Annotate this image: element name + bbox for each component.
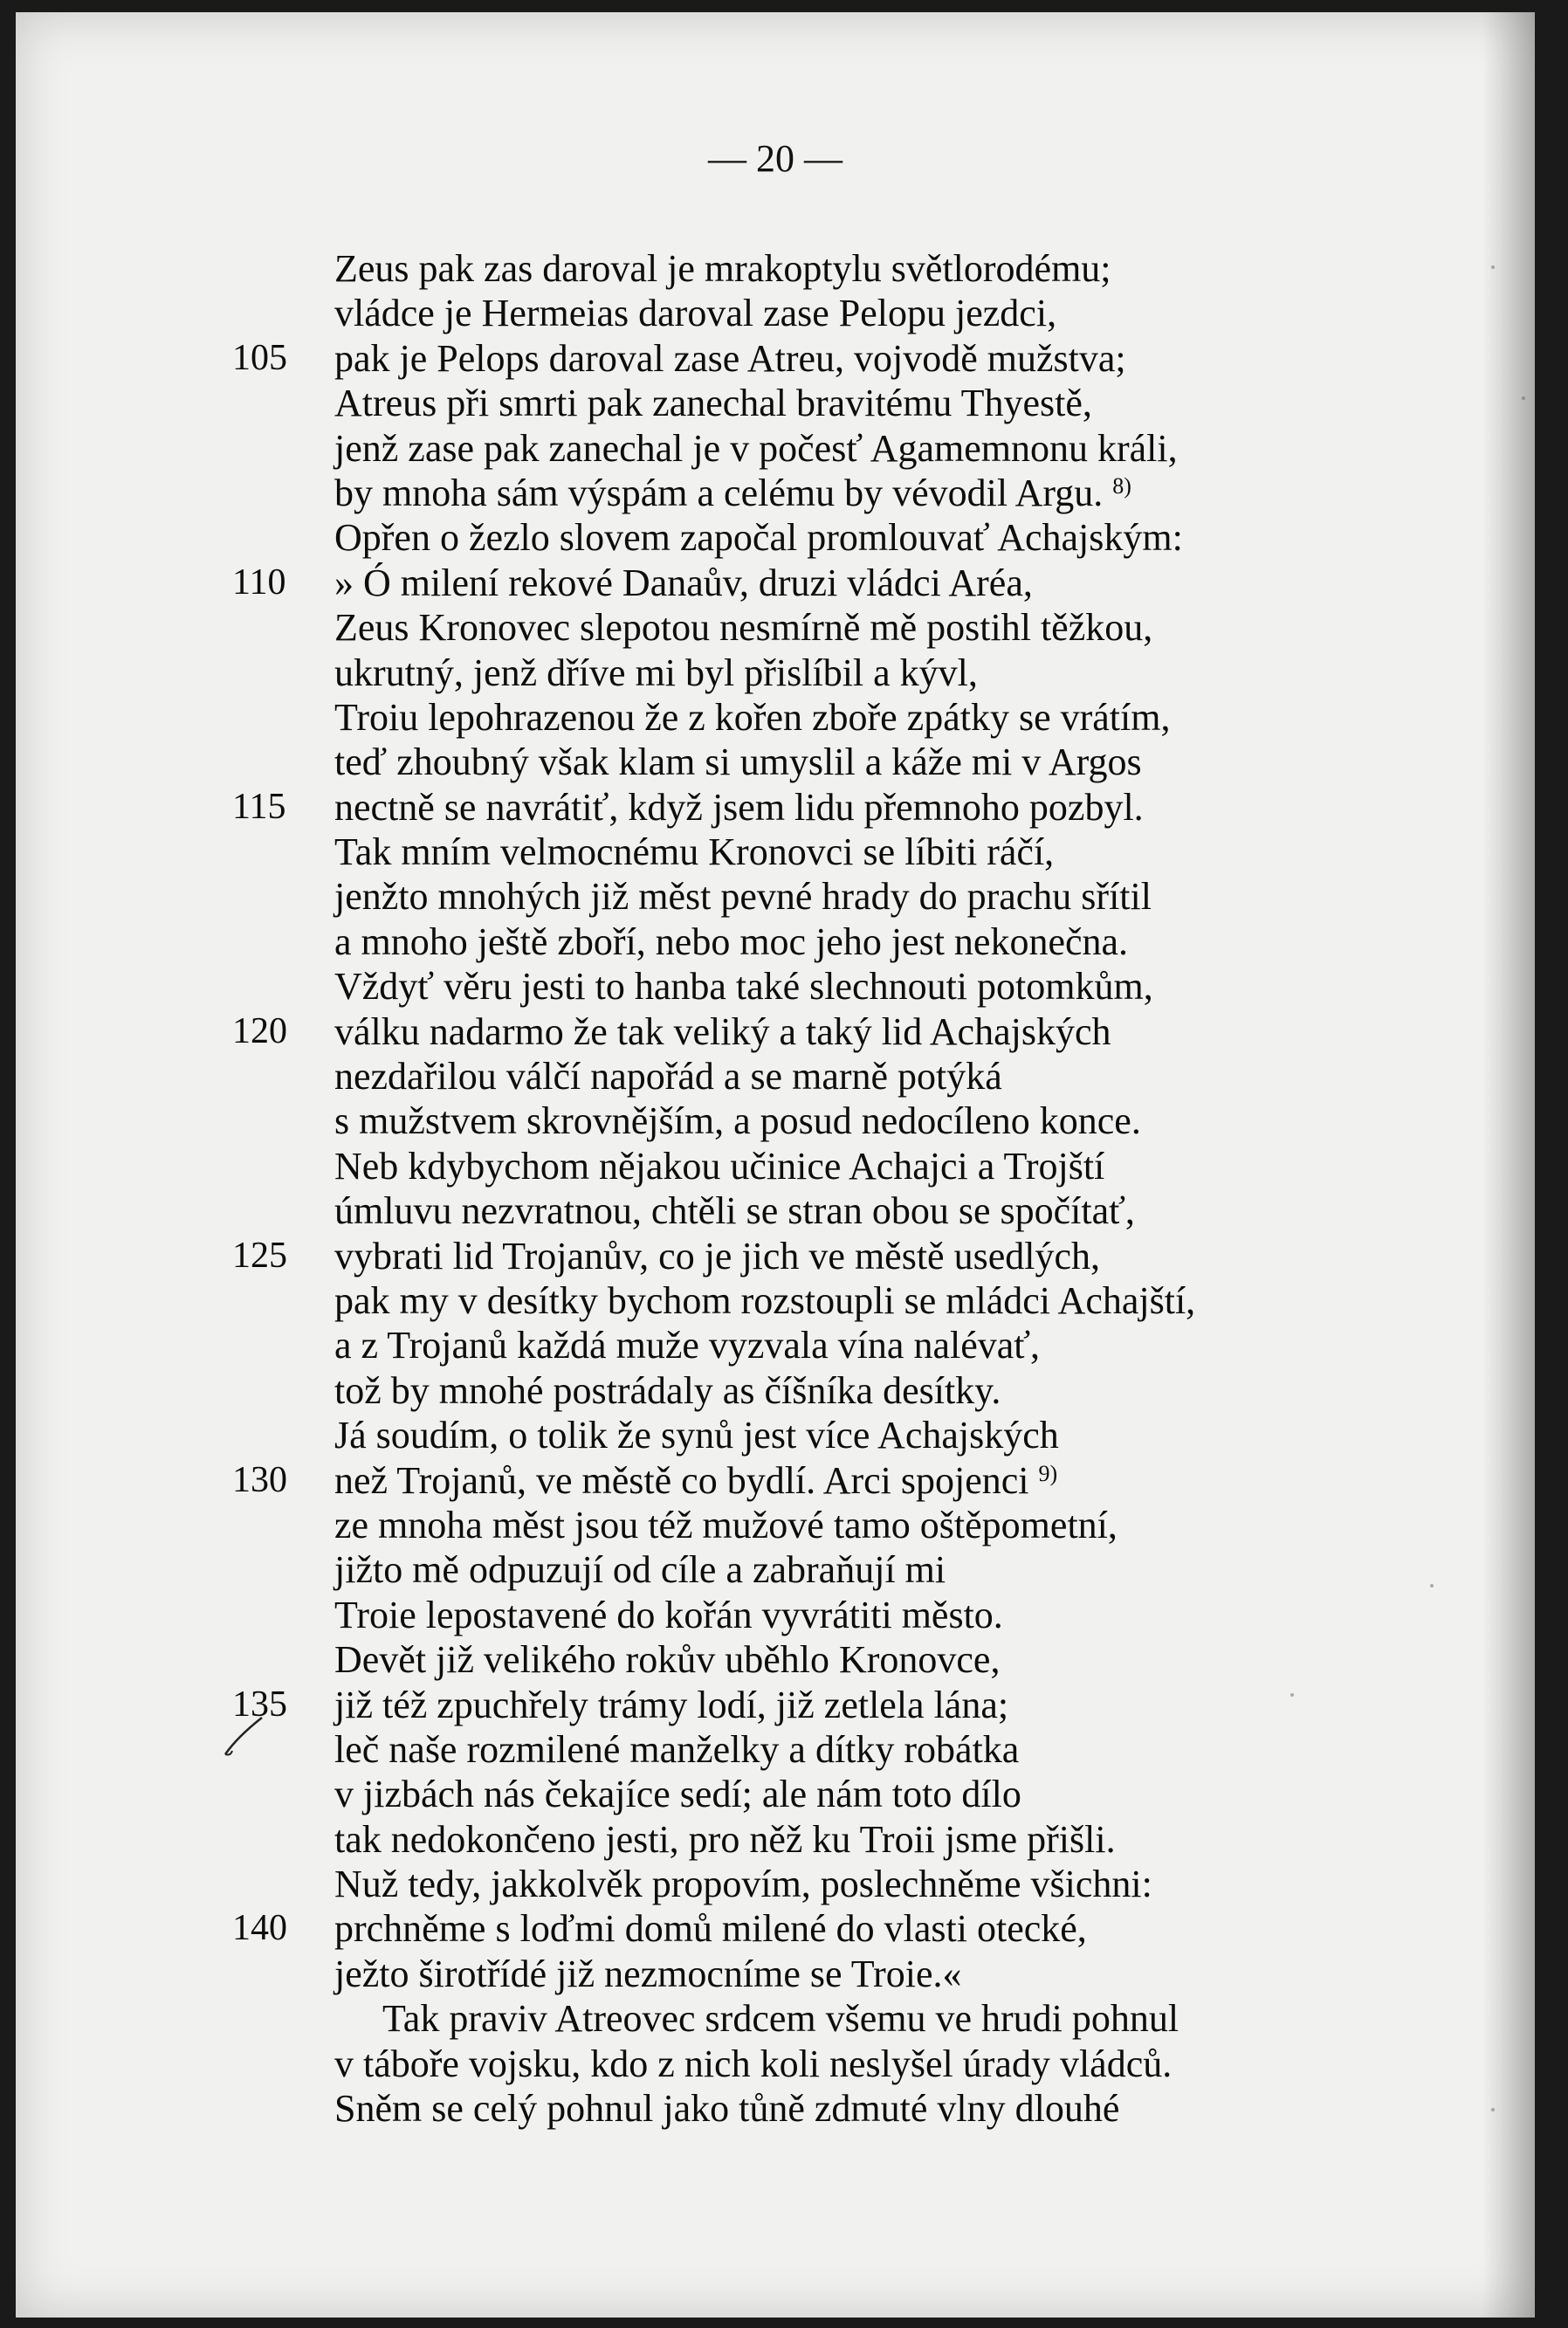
verse-line <box>16 291 1535 335</box>
verse-text-line <box>334 1906 1087 1951</box>
verse-words: již též zpuchřely trámy lodí, již zetlela lána; <box>334 1683 1009 1726</box>
verse-words: Troiu lepohrazenou že z kořen zboře zpátky se vrátím, <box>334 695 1171 739</box>
verse-text-line <box>334 605 1152 650</box>
verse-line <box>16 426 1535 471</box>
verse-words: úmluvu nezvratnou, chtěli se stran obou se spočítať, <box>334 1189 1135 1233</box>
verse-text-line <box>334 1054 1002 1099</box>
verse-text-line <box>334 515 1183 560</box>
verse-text-line <box>334 740 1142 784</box>
verse-line <box>16 919 1535 964</box>
verse-words: Neb kdybychom nějakou učinice Achajci a Trojští <box>334 1144 1105 1188</box>
verse-text-line <box>334 1772 1021 1816</box>
verse-text-line <box>334 1413 1059 1457</box>
verse-words: Zeus pak zas daroval je mrakoptylu světlorodému; <box>334 247 1111 290</box>
verse-text-line <box>334 1458 1057 1503</box>
verse-text-line <box>334 1503 1118 1547</box>
verse-words: Vždyť věru jesti to hanba také slechnouti potomkům, <box>334 965 1153 1009</box>
verse-line <box>16 246 1535 291</box>
verse-words: jižto mě odpuzují od cíle a zabraňují mi <box>334 1548 946 1592</box>
line-number: 115 <box>232 786 286 827</box>
verse-text-line <box>334 1683 1008 1727</box>
verse-words: jenž zase pak zanechal je v počesť Agamemnonu králi, <box>334 426 1178 470</box>
verse-line <box>16 1503 1535 1547</box>
verse-words: v jizbách nás čekajíce sedí; ale nám toto dílo <box>334 1773 1021 1816</box>
verse-text-line <box>334 1144 1104 1188</box>
verse-words: » Ó milení rekové Danaův, druzi vládci Aréa, <box>334 561 1033 604</box>
verse-words: tož by mnohé postrádaly as číšníka desítky. <box>334 1368 1001 1412</box>
verse-line <box>16 695 1535 740</box>
verse-line <box>16 1593 1535 1637</box>
verse-line <box>16 1637 1535 1682</box>
line-number: 110 <box>232 561 286 603</box>
verse-line <box>16 785 1535 830</box>
verse-line <box>16 1952 1535 1996</box>
verse-line <box>16 381 1535 425</box>
verse-line <box>16 1458 1535 1503</box>
verse-text-line <box>334 874 1152 919</box>
verse-words: a mnoho ještě zboří, nebo moc jeho jest nekonečna. <box>334 919 1129 963</box>
verse-words: prchněme s loďmi domů milené do vlasti otecké, <box>334 1907 1087 1951</box>
verse-line <box>16 1996 1535 2041</box>
verse-text-line <box>334 919 1128 964</box>
verse-line <box>16 561 1535 605</box>
verse-text-line <box>334 695 1170 740</box>
verse-line <box>16 336 1535 381</box>
verse-line <box>16 1862 1535 1906</box>
book-page <box>16 12 1535 2318</box>
verse-text-line <box>334 651 978 695</box>
verse-words: ze mnoha měst jsou též mužové tamo oštěpometní, <box>334 1503 1118 1546</box>
verse-words: pak my v desítky bychom rozstoupli se mládci Achajští, <box>334 1278 1196 1322</box>
verse-words: Nuž tedy, jakkolvěk propovím, poslechněme všichni: <box>334 1863 1152 1906</box>
verse-line <box>16 651 1535 695</box>
verse-words: válku nadarmo že tak veliký a taký lid Achajských <box>334 1009 1111 1053</box>
verse-text-line <box>334 1817 1116 1862</box>
verse-text-line <box>334 561 1033 605</box>
line-number: 105 <box>232 337 287 378</box>
verse-words: tak nedokončeno jesti, pro něž ku Troii jsme přišli. <box>334 1817 1116 1861</box>
verse-text-line <box>382 1996 1179 2041</box>
verse-line <box>16 1144 1535 1188</box>
verse-line <box>16 515 1535 560</box>
verse-line <box>16 1009 1535 1054</box>
verse-words: Opřen o žezlo slovem započal promlouvať Achajským: <box>334 516 1183 560</box>
verse-words: Sněm se celý pohnul jako tůně zdmuté vlny dlouhé <box>334 2087 1120 2131</box>
verse-text-line <box>334 1099 1141 1143</box>
verse-text-line <box>334 1009 1111 1054</box>
verse-text-line <box>334 830 1054 874</box>
page-number: — 20 — <box>708 137 842 180</box>
verse-text <box>16 246 1535 2131</box>
verse-words: vládce je Hermeias daroval zase Pelopu jezdci, <box>334 292 1057 335</box>
verse-words: pak je Pelops daroval zase Atreu, vojvodě mužstva; <box>334 336 1126 380</box>
verse-line <box>16 964 1535 1009</box>
verse-words: nezdařilou válčí napořád a se marně potýká <box>334 1055 1002 1099</box>
verse-text-line <box>334 1188 1135 1233</box>
verse-text-line <box>334 1862 1152 1906</box>
verse-text-line <box>334 381 1092 425</box>
verse-text-line <box>334 471 1131 515</box>
verse-words: Tak mním velmocnému Kronovci se líbiti ráčí, <box>334 830 1055 874</box>
verse-line <box>16 1323 1535 1367</box>
verse-words: Atreus při smrti pak zanechal bravitému Thyestě, <box>334 382 1092 425</box>
verse-line <box>16 874 1535 919</box>
verse-text-line <box>334 2042 1172 2086</box>
verse-line <box>16 471 1535 515</box>
verse-text-line <box>334 1637 1000 1682</box>
verse-words: a z Trojanů každá muže vyzvala vína nalévať, <box>334 1324 1041 1367</box>
verse-line <box>16 1547 1535 1592</box>
verse-words: Já soudím, o tolik že synů jest více Achajských <box>334 1414 1059 1457</box>
verse-line <box>16 1727 1535 1772</box>
verse-text-line <box>334 1368 1001 1413</box>
verse-text-line <box>334 785 1144 830</box>
verse-line <box>16 1278 1535 1323</box>
footnote-marker: 9) <box>1038 1460 1058 1486</box>
verse-line <box>16 1413 1535 1457</box>
line-number: 135 <box>232 1684 287 1725</box>
verse-words: jenžto mnohých již měst pevné hrady do prachu sřítil <box>334 875 1152 919</box>
verse-words: než Trojanů, ve městě co bydlí. Arci spojenci <box>334 1458 1029 1502</box>
footnote-marker: 8) <box>1112 472 1131 499</box>
verse-words: Devět již velikého rokův uběhlo Kronovce, <box>334 1638 1001 1682</box>
verse-words: Troie lepostavené do kořán vyvrátiti město. <box>334 1593 1003 1636</box>
verse-text-line <box>334 1593 1003 1637</box>
verse-words: s mužstvem skrovnějším, a posud nedocíleno konce. <box>334 1099 1141 1143</box>
verse-line <box>16 2086 1535 2131</box>
verse-line <box>16 1054 1535 1099</box>
verse-text-line <box>334 2086 1119 2131</box>
verse-line <box>16 1188 1535 1233</box>
line-number: 130 <box>232 1459 287 1500</box>
line-number: 120 <box>232 1010 287 1051</box>
verse-words: ukrutný, jenž dříve mi byl přislíbil a kývl, <box>334 651 978 694</box>
line-number: 125 <box>232 1235 287 1276</box>
verse-line <box>16 605 1535 650</box>
verse-words: teď zhoubný však klam si umyslil a káže mi v Argos <box>334 740 1142 784</box>
verse-text-line <box>334 964 1153 1009</box>
verse-text-line <box>334 1952 962 1996</box>
verse-line <box>16 740 1535 784</box>
line-number: 140 <box>232 1908 287 1949</box>
verse-text-line <box>334 336 1126 381</box>
verse-line <box>16 1368 1535 1413</box>
verse-text-line <box>334 1323 1040 1367</box>
verse-words: vybrati lid Trojanův, co je jich ve městě usedlých, <box>334 1234 1100 1278</box>
verse-words: nectně se navrátiť, když jsem lidu přemnoho pozbyl. <box>334 785 1144 829</box>
verse-text-line <box>334 1547 946 1592</box>
verse-text-line <box>334 426 1178 471</box>
verse-line <box>16 1099 1535 1143</box>
verse-words: Zeus Kronovec slepotou nesmírně mě postihl těžkou, <box>334 606 1153 650</box>
verse-line <box>16 1906 1535 1951</box>
verse-words: ježto širotřídé již nezmocníme se Troie.« <box>334 1952 962 1995</box>
verse-line <box>16 1817 1535 1862</box>
verse-text-line <box>334 1234 1100 1278</box>
verse-text-line <box>334 246 1111 291</box>
verse-line <box>16 1683 1535 1727</box>
verse-words: by mnoha sám výspám a celému by vévodil Argu. <box>334 471 1104 514</box>
verse-line <box>16 830 1535 874</box>
verse-words: Tak praviv Atreovec srdcem všemu ve hrudi pohnul <box>382 1997 1179 2041</box>
verse-line <box>16 1234 1535 1278</box>
verse-text-line <box>334 1727 1019 1772</box>
verse-text-line <box>334 291 1056 335</box>
verse-line <box>16 2042 1535 2086</box>
verse-text-line <box>334 1278 1195 1323</box>
verse-words: v táboře vojsku, kdo z nich koli neslyšel úrady vládců. <box>334 2042 1173 2085</box>
verse-words: leč naše rozmilené manželky a dítky robátka <box>334 1727 1020 1771</box>
verse-line <box>16 1772 1535 1816</box>
